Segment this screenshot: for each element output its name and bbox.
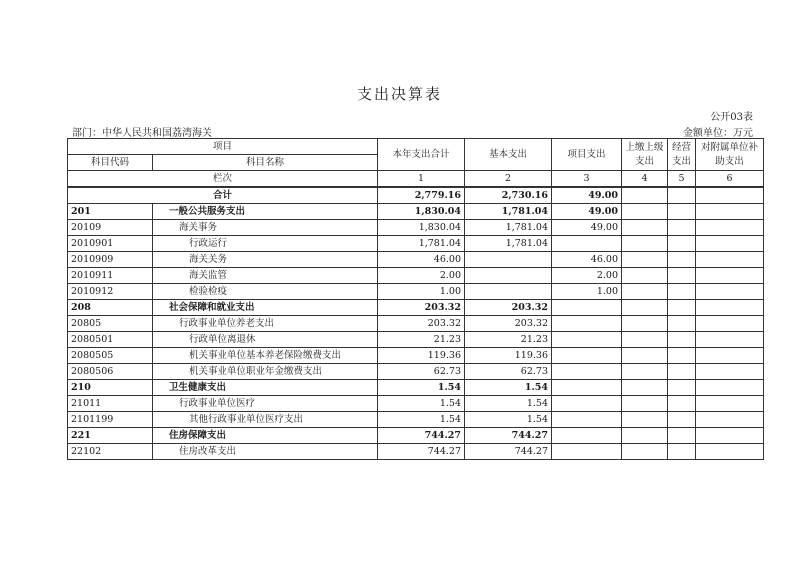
row-subsidy: [696, 300, 764, 316]
row-upper: [622, 348, 668, 364]
table-row: [68, 300, 764, 316]
row-subsidy: [696, 284, 764, 300]
row-project: 46.00: [552, 252, 622, 268]
row-project: [552, 316, 622, 332]
row-business: [668, 364, 696, 380]
table-row: [68, 380, 764, 396]
row-name: 一般公共服务支出: [153, 204, 378, 220]
row-total: 1,781.04: [378, 236, 465, 252]
table-row: [68, 428, 764, 444]
row-basic: [465, 252, 552, 268]
row-basic: 1,781.04: [465, 236, 552, 252]
row-name: 行政单位离退休: [153, 332, 378, 348]
row-business: [668, 236, 696, 252]
row-project: 49.00: [552, 204, 622, 220]
header-business: 经营支出: [668, 139, 696, 171]
row-name: 住房改革支出: [153, 444, 378, 460]
row-code: 2010911: [68, 268, 153, 284]
row-basic: 62.73: [465, 364, 552, 380]
row-basic: 203.32: [465, 300, 552, 316]
row-business: [668, 444, 696, 460]
total-business: [668, 187, 696, 204]
row-basic: 744.27: [465, 428, 552, 444]
row-upper: [622, 332, 668, 348]
row-code: 2010912: [68, 284, 153, 300]
row-subsidy: [696, 204, 764, 220]
row-name: 检验检疫: [153, 284, 378, 300]
row-name: 机关事业单位职业年金缴费支出: [153, 364, 378, 380]
row-code: 20805: [68, 316, 153, 332]
row-name: 社会保障和就业支出: [153, 300, 378, 316]
total-label: 合计: [68, 187, 378, 204]
col-num-3: 3: [552, 171, 622, 188]
row-subsidy: [696, 444, 764, 460]
row-project: [552, 236, 622, 252]
total-subsidy: [696, 187, 764, 204]
table-row: [68, 268, 764, 284]
row-subsidy: [696, 316, 764, 332]
row-upper: [622, 284, 668, 300]
table-row: [68, 204, 764, 220]
row-upper: [622, 428, 668, 444]
row-upper: [622, 412, 668, 428]
department-label: 部门：中华人民共和国荔湾海关: [72, 128, 212, 139]
row-basic: 1.54: [465, 412, 552, 428]
row-upper: [622, 252, 668, 268]
expenditure-table: [67, 138, 764, 460]
row-code: 2080506: [68, 364, 153, 380]
row-upper: [622, 380, 668, 396]
table-row: [68, 316, 764, 332]
row-upper: [622, 236, 668, 252]
row-business: [668, 252, 696, 268]
row-code: 2010909: [68, 252, 153, 268]
row-basic: 744.27: [465, 444, 552, 460]
table-row: [68, 252, 764, 268]
row-code: 221: [68, 428, 153, 444]
row-code: 2101199: [68, 412, 153, 428]
row-code: 20109: [68, 220, 153, 236]
row-total: 1.54: [378, 396, 465, 412]
row-name: 海关监管: [153, 268, 378, 284]
row-code: 208: [68, 300, 153, 316]
col-num-1: 1: [378, 171, 465, 188]
col-num-6: 6: [696, 171, 764, 188]
row-project: [552, 412, 622, 428]
row-code: 2080505: [68, 348, 153, 364]
row-basic: [465, 284, 552, 300]
total-total: 2,779.16: [378, 187, 465, 204]
table-row: [68, 332, 764, 348]
table-row: [68, 284, 764, 300]
row-name: 住房保障支出: [153, 428, 378, 444]
row-code: 210: [68, 380, 153, 396]
row-total: 2.00: [378, 268, 465, 284]
row-project: [552, 364, 622, 380]
header-upper: 上缴上级支出: [622, 139, 668, 171]
table-row: [68, 348, 764, 364]
header-name: 科目名称: [153, 155, 378, 171]
table-row: [68, 412, 764, 428]
row-project: [552, 396, 622, 412]
page-title: 支出决算表: [356, 85, 442, 103]
row-total: 21.23: [378, 332, 465, 348]
row-code: 2010901: [68, 236, 153, 252]
header-basic: 基本支出: [465, 139, 552, 171]
row-business: [668, 204, 696, 220]
row-name: 卫生健康支出: [153, 380, 378, 396]
row-total: 1.54: [378, 380, 465, 396]
col-num-5: 5: [668, 171, 696, 188]
row-upper: [622, 316, 668, 332]
row-name: 行政事业单位医疗: [153, 396, 378, 412]
row-total: 46.00: [378, 252, 465, 268]
amount-unit-label: 金额单位：万元: [683, 128, 753, 139]
row-upper: [622, 364, 668, 380]
row-total: 1,830.04: [378, 220, 465, 236]
row-name: 行政事业单位养老支出: [153, 316, 378, 332]
row-upper: [622, 268, 668, 284]
header-total: 本年支出合计: [378, 139, 465, 171]
row-project: [552, 348, 622, 364]
table-row: [68, 236, 764, 252]
row-business: [668, 396, 696, 412]
row-subsidy: [696, 268, 764, 284]
row-basic: 203.32: [465, 316, 552, 332]
table-row: [68, 444, 764, 460]
row-basic: 1.54: [465, 396, 552, 412]
col-num-4: 4: [622, 171, 668, 188]
row-project: 2.00: [552, 268, 622, 284]
row-business: [668, 332, 696, 348]
row-total: 203.32: [378, 300, 465, 316]
row-total: 203.32: [378, 316, 465, 332]
row-code: 201: [68, 204, 153, 220]
row-upper: [622, 300, 668, 316]
row-project: [552, 444, 622, 460]
row-subsidy: [696, 380, 764, 396]
row-basic: 1,781.04: [465, 204, 552, 220]
row-basic: 1.54: [465, 380, 552, 396]
row-total: 119.36: [378, 348, 465, 364]
header-project: 项目支出: [552, 139, 622, 171]
row-total: 62.73: [378, 364, 465, 380]
total-project: 49.00: [552, 187, 622, 204]
row-subsidy: [696, 364, 764, 380]
row-code: 21011: [68, 396, 153, 412]
row-total: 1.54: [378, 412, 465, 428]
header-col-label: 栏次: [68, 171, 378, 188]
row-subsidy: [696, 412, 764, 428]
row-total: 744.27: [378, 428, 465, 444]
total-row: [68, 187, 764, 204]
row-project: [552, 428, 622, 444]
row-name: 机关事业单位基本养老保险缴费支出: [153, 348, 378, 364]
row-project: [552, 380, 622, 396]
row-subsidy: [696, 252, 764, 268]
row-business: [668, 412, 696, 428]
row-basic: 1,781.04: [465, 220, 552, 236]
row-total: 1,830.04: [378, 204, 465, 220]
header-code: 科目代码: [68, 155, 153, 171]
row-upper: [622, 444, 668, 460]
row-upper: [622, 220, 668, 236]
header-subsidy: 对附属单位补助支出: [696, 139, 764, 171]
row-subsidy: [696, 236, 764, 252]
col-num-2: 2: [465, 171, 552, 188]
form-number: 公开03表: [710, 112, 753, 123]
row-basic: 119.36: [465, 348, 552, 364]
row-business: [668, 428, 696, 444]
row-business: [668, 300, 696, 316]
total-upper: [622, 187, 668, 204]
row-subsidy: [696, 348, 764, 364]
row-upper: [622, 204, 668, 220]
row-total: 744.27: [378, 444, 465, 460]
row-business: [668, 284, 696, 300]
row-business: [668, 220, 696, 236]
row-total: 1.00: [378, 284, 465, 300]
row-business: [668, 380, 696, 396]
table-row: [68, 364, 764, 380]
row-subsidy: [696, 428, 764, 444]
row-basic: 21.23: [465, 332, 552, 348]
row-name: 其他行政事业单位医疗支出: [153, 412, 378, 428]
table-row: [68, 220, 764, 236]
row-name: 海关关务: [153, 252, 378, 268]
row-basic: [465, 268, 552, 284]
row-project: [552, 300, 622, 316]
row-project: 49.00: [552, 220, 622, 236]
row-subsidy: [696, 220, 764, 236]
row-project: [552, 332, 622, 348]
row-name: 海关事务: [153, 220, 378, 236]
row-subsidy: [696, 396, 764, 412]
table-row: [68, 396, 764, 412]
row-business: [668, 268, 696, 284]
row-code: 2080501: [68, 332, 153, 348]
row-subsidy: [696, 332, 764, 348]
row-upper: [622, 396, 668, 412]
row-business: [668, 348, 696, 364]
row-name: 行政运行: [153, 236, 378, 252]
header-item: 项目: [68, 139, 378, 155]
row-code: 22102: [68, 444, 153, 460]
total-basic: 2,730.16: [465, 187, 552, 204]
row-business: [668, 316, 696, 332]
row-project: 1.00: [552, 284, 622, 300]
